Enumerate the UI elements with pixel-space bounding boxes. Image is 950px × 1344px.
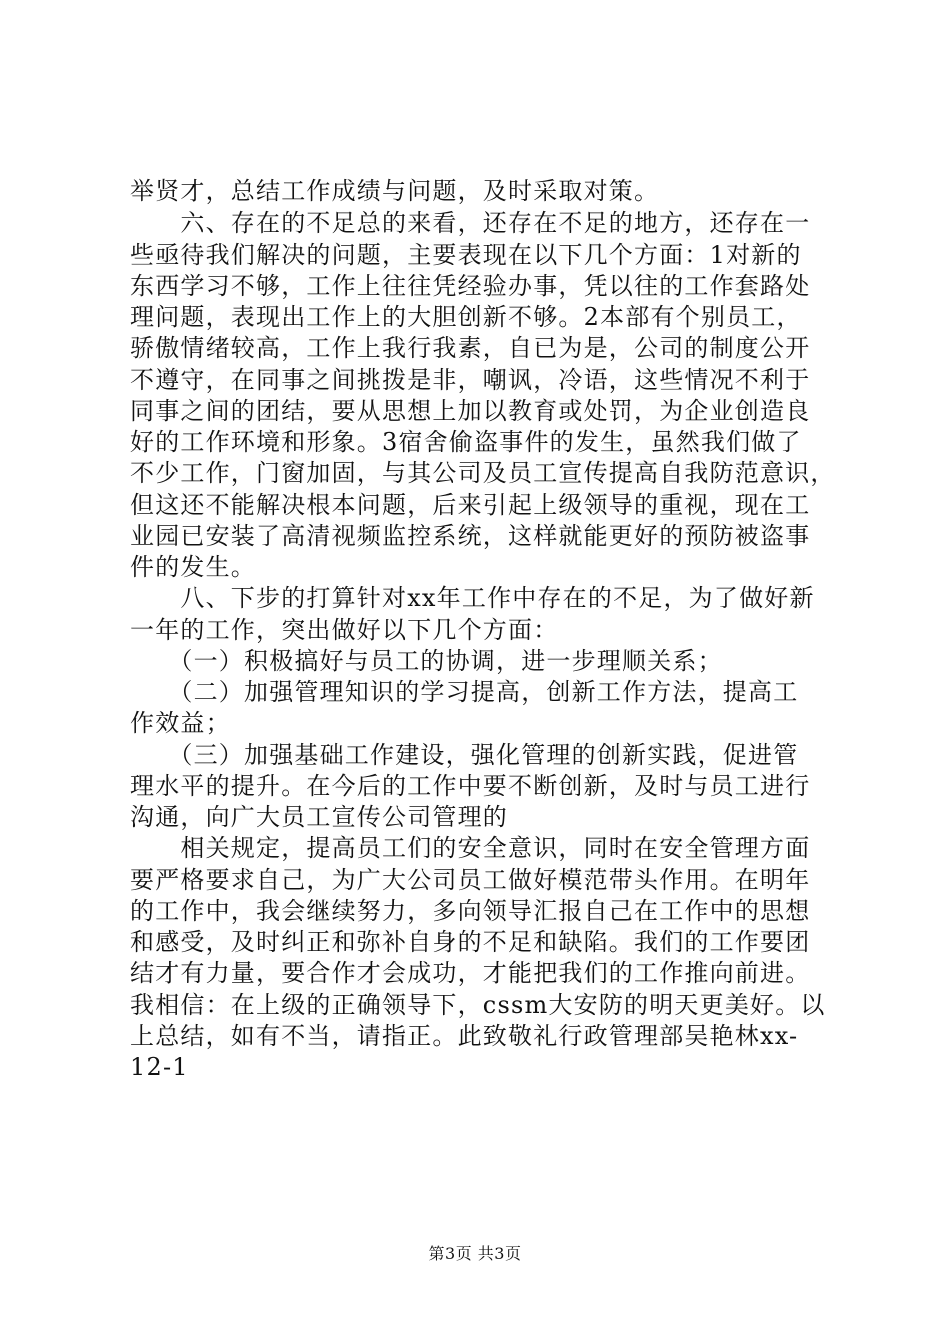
text-line: 不少工作，门窗加固，与其公司及员工宣传提高自我防范意识， (130, 459, 836, 487)
text-line: （一）积极搞好与员工的协调，进一步理顺关系； (130, 647, 723, 675)
text-line: 12-1 (130, 1053, 189, 1081)
text-line: 的工作中，我会继续努力，多向领导汇报自己在工作中的思想 (130, 897, 811, 925)
text-line: 结才有力量，要合作才会成功，才能把我们的工作推向前进。 (130, 959, 811, 987)
text-line: 理水平的提升。在今后的工作中要不断创新，及时与员工进行 (130, 772, 811, 800)
text-line: 要严格要求自己，为广大公司员工做好模范带头作用。在明年 (130, 866, 811, 894)
text-line: 业园已安装了高清视频监控系统，这样就能更好的预防被盗事 (130, 522, 811, 550)
text-line: 东西学习不够，工作上往往凭经验办事，凭以往的工作套路处 (130, 272, 811, 300)
text-line: 八、下步的打算针对xx年工作中存在的不足，为了做好新 (130, 584, 815, 612)
text-line: （二）加强管理知识的学习提高，创新工作方法，提高工 (130, 678, 799, 706)
text-line: 六、存在的不足总的来看，还存在不足的地方，还存在一 (130, 209, 811, 237)
text-line: 但这还不能解决根本问题，后来引起上级领导的重视，现在工 (130, 491, 811, 519)
text-line: 不遵守，在同事之间挑拨是非，嘲讽，冷语，这些情况不利于 (130, 366, 811, 394)
text-line: 和感受，及时纠正和弥补自身的不足和缺陷。我们的工作要团 (130, 928, 811, 956)
text-line: 沟通，向广大员工宣传公司管理的 (130, 803, 508, 831)
page-number-footer: 第3页 共3页 (428, 1244, 522, 1263)
text-line: 些亟待我们解决的问题，主要表现在以下几个方面：1对新的 (130, 241, 802, 269)
text-line: 上总结，如有不当，请指正。此致敬礼行政管理部吴艳林xx- (130, 1022, 799, 1050)
text-line: 我相信：在上级的正确领导下，cssm大安防的明天更美好。以 (130, 991, 826, 1019)
text-line: 作效益； (130, 709, 231, 737)
text-line: 一年的工作，突出做好以下几个方面： (130, 616, 559, 644)
text-line: 件的发生。 (130, 553, 256, 581)
text-line: 举贤才，总结工作成绩与问题，及时采取对策。 (130, 177, 660, 205)
text-line: 理问题，表现出工作上的大胆创新不够。2本部有个别员工， (130, 303, 802, 331)
text-line: 好的工作环境和形象。3宿舍偷盗事件的发生，虽然我们做了 (130, 428, 802, 456)
text-line: 同事之间的团结，要从思想上加以教育或处罚，为企业创造良 (130, 397, 811, 425)
text-line: （三）加强基础工作建设，强化管理的创新实践，促进管 (130, 741, 799, 769)
text-line: 骄傲情绪较高，工作上我行我素，自已为是，公司的制度公开 (130, 334, 811, 362)
text-line: 相关规定，提高员工们的安全意识，同时在安全管理方面 (130, 834, 811, 862)
